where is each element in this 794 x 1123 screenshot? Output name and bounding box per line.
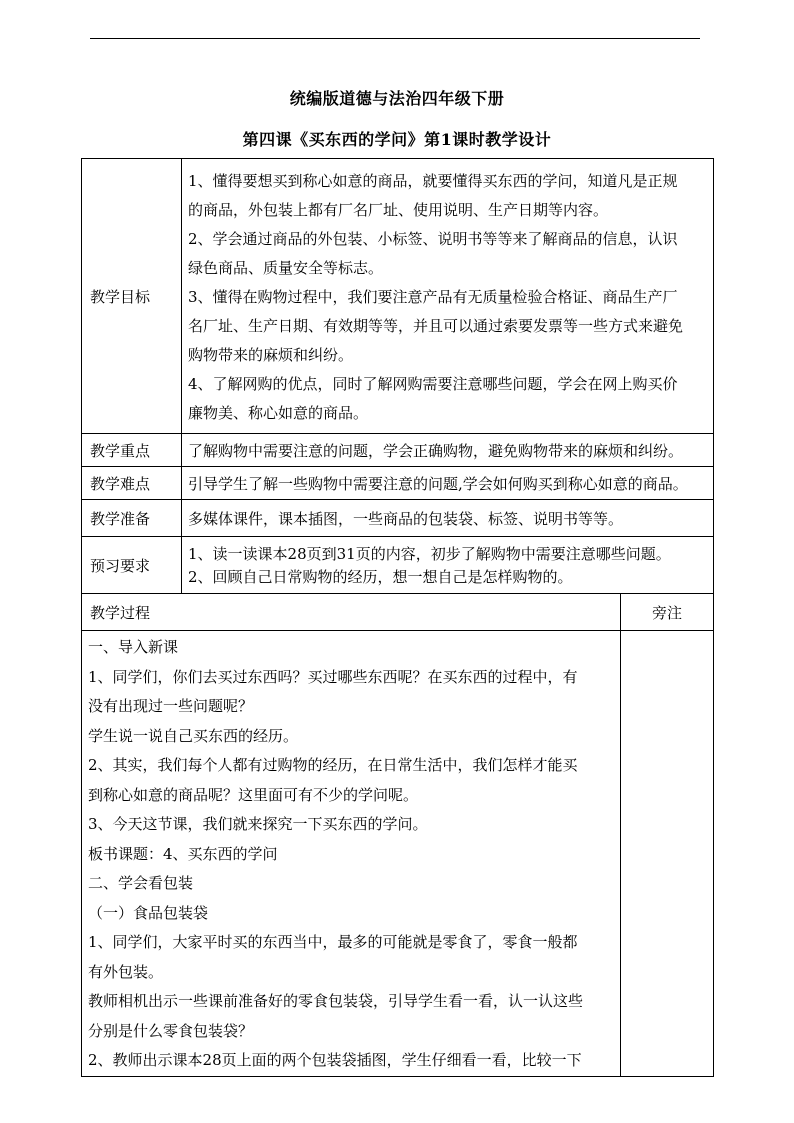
- process-line: 到称心如意的商品呢？这里面可有不少的学问呢。: [88, 785, 419, 804]
- objective-line: 4、了解网购的优点，同时了解网购需要注意哪些问题，学会在网上购买价: [188, 374, 678, 393]
- document-title: 统编版道德与法治四年级下册: [289, 89, 505, 108]
- objective-line: 廉物美、称心如意的商品。: [188, 403, 369, 422]
- process-line: 1、同学们，你们去买过东西吗？买过哪些东西呢？在买东西的过程中，有: [88, 667, 578, 686]
- process-line: 板书课题：4、买东西的学问: [88, 844, 278, 863]
- process-line: （一）食品包装袋: [88, 903, 209, 922]
- process-header-row: [82, 594, 714, 631]
- objective-line: 的商品，外包装上都有厂名厂址、使用说明、生产日期等内容。: [188, 200, 609, 219]
- process-line: 一、导入新课: [88, 638, 179, 656]
- row-preparation: [82, 500, 714, 537]
- process-header: 教学过程: [82, 594, 621, 631]
- objective-line: 3、懂得在购物过程中，我们要注意产品有无质量检验合格证、商品生产厂: [188, 287, 678, 306]
- lesson-title: 第四课《买东西的学问》第1课时教学设计: [242, 130, 552, 149]
- preparation-text: 多媒体课件，课本插图，一些商品的包装袋、标签、说明书等等。: [188, 510, 624, 528]
- process-line: 二、学会看包装: [88, 874, 194, 892]
- process-line: 学生说一说自己买东西的经历。: [88, 726, 299, 745]
- row-difficulties: [82, 467, 714, 500]
- objective-line: 名厂址、生产日期、有效期等等，并且可以通过索要发票等一些方式来避免: [188, 316, 684, 335]
- process-line: 2、教师出示课本28页上面的两个包装袋插图，学生仔细看一看，比较一下: [88, 1051, 582, 1069]
- process-line: 分别是什么零食包装袋？: [88, 1021, 254, 1040]
- objective-line: 购物带来的麻烦和纠纷。: [188, 345, 354, 364]
- row-preview: [82, 537, 714, 594]
- process-content: [82, 631, 621, 1077]
- row-key-points: [82, 434, 714, 467]
- objective-line: 2、学会通过商品的外包装、小标签、说明书等等来了解商品的信息，认识: [188, 229, 678, 248]
- process-line: 教师相机出示一些课前准备好的零食包装袋，引导学生看一看，认一认这些: [88, 992, 584, 1010]
- process-line: 没有出现过一些问题呢？: [88, 697, 254, 715]
- side-notes-cell: [621, 631, 714, 1077]
- process-line: 1、同学们，大家平时买的东西当中，最多的可能就是零食了，零食一般都: [88, 933, 578, 951]
- header-rule: [90, 38, 700, 39]
- row-label: 教学重点: [82, 434, 182, 467]
- process-line: 有外包装。: [88, 962, 164, 981]
- preview-line: 1、读一读课本28页到31页的内容，初步了解购物中需要注意哪些问题。: [188, 545, 671, 563]
- row-label: 教学难点: [82, 467, 182, 500]
- process-line: 3、今天这节课，我们就来探究一下买东西的学问。: [88, 815, 428, 833]
- objective-line: 1、懂得要想买到称心如意的商品，就要懂得买东西的学问，知道凡是正规: [188, 171, 678, 190]
- row-label: 教学目标: [82, 159, 182, 434]
- process-body-row: [82, 631, 714, 1077]
- row-objectives: [82, 159, 714, 434]
- row-label: 教学准备: [82, 500, 182, 537]
- lesson-plan-table: [81, 158, 714, 1077]
- difficulties-text: 引导学生了解一些购物中需要注意的问题,学会如何购买到称心如意的商品。: [188, 475, 688, 493]
- row-label: 预习要求: [82, 537, 182, 594]
- side-notes-header: 旁注: [621, 594, 714, 631]
- preview-line: 2、回顾自己日常购物的经历，想一想自己是怎样购物的。: [188, 568, 573, 586]
- objectives-content: [182, 159, 714, 434]
- objective-line: 绿色商品、质量安全等标志。: [188, 258, 384, 277]
- process-line: 2、其实，我们每个人都有过购物的经历，在日常生活中，我们怎样才能买: [88, 756, 578, 774]
- key-points-text: 了解购物中需要注意的问题，学会正确购物，避免购物带来的麻烦和纠纷。: [188, 442, 684, 460]
